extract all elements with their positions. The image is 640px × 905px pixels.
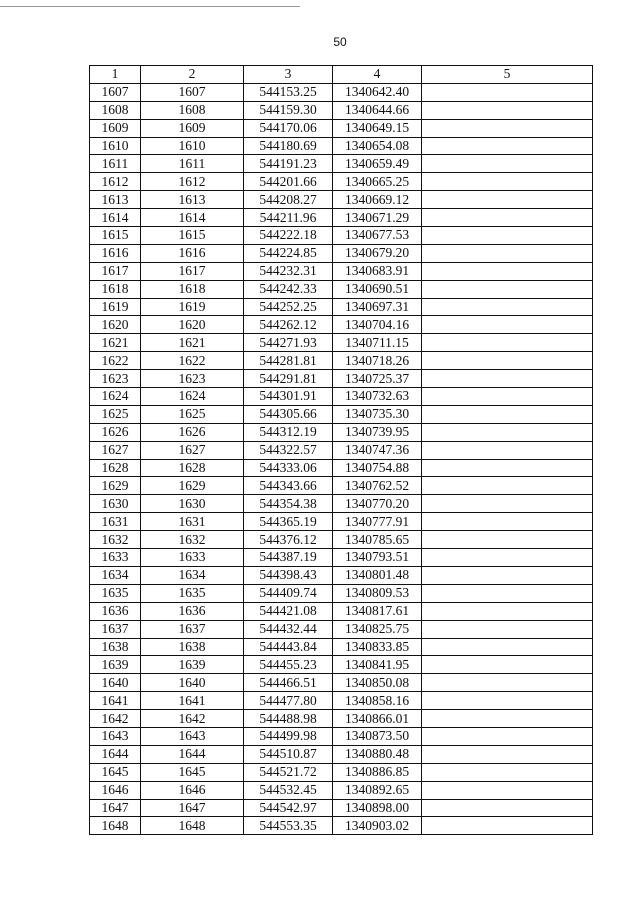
table-cell (422, 549, 593, 567)
table-cell (422, 101, 593, 119)
table-cell: 1614 (90, 209, 141, 227)
table-cell: 1609 (90, 119, 141, 137)
table-cell: 544281.81 (244, 352, 333, 370)
table-cell: 544421.08 (244, 602, 333, 620)
table-cell (422, 531, 593, 549)
table-cell (422, 638, 593, 656)
table-cell: 1340735.30 (333, 405, 422, 423)
table-cell: 544208.27 (244, 191, 333, 209)
table-cell: 1619 (141, 298, 244, 316)
table-cell (422, 370, 593, 388)
table-cell: 1636 (141, 602, 244, 620)
table-cell: 1340880.48 (333, 745, 422, 763)
table-cell: 1631 (90, 513, 141, 531)
table-row (90, 459, 593, 477)
table-row (90, 477, 593, 495)
table-cell: 1615 (90, 227, 141, 245)
table-cell: 1619 (90, 298, 141, 316)
table-cell: 1643 (141, 727, 244, 745)
table-cell: 544343.66 (244, 477, 333, 495)
table-cell (422, 477, 593, 495)
table-cell (422, 620, 593, 638)
table-row (90, 763, 593, 781)
table-cell (422, 352, 593, 370)
table-row (90, 209, 593, 227)
table-cell: 1615 (141, 227, 244, 245)
table-cell: 1607 (141, 83, 244, 101)
table-cell (422, 280, 593, 298)
table-cell: 1612 (90, 173, 141, 191)
table-cell: 1628 (90, 459, 141, 477)
column-header: 5 (422, 66, 593, 84)
table-cell: 1647 (141, 799, 244, 817)
table-cell (422, 459, 593, 477)
table-cell (422, 513, 593, 531)
table-cell: 1340886.85 (333, 763, 422, 781)
table-cell: 1617 (90, 262, 141, 280)
table-cell: 1637 (90, 620, 141, 638)
table-cell: 1340739.95 (333, 423, 422, 441)
table-cell: 544409.74 (244, 584, 333, 602)
table-cell (422, 495, 593, 513)
table-cell: 1611 (90, 155, 141, 173)
table-cell: 1645 (141, 763, 244, 781)
table-cell: 544521.72 (244, 763, 333, 781)
table-cell: 1626 (141, 423, 244, 441)
table-cell: 1635 (90, 584, 141, 602)
table-cell: 1616 (90, 244, 141, 262)
table-cell: 1638 (141, 638, 244, 656)
page-number: 50 (333, 35, 347, 49)
table-cell: 544242.33 (244, 280, 333, 298)
table-cell: 544159.30 (244, 101, 333, 119)
table-cell: 544271.93 (244, 334, 333, 352)
table-cell: 1636 (90, 602, 141, 620)
table-cell (422, 155, 593, 173)
table-row (90, 441, 593, 459)
table-cell: 1340866.01 (333, 710, 422, 728)
table-cell: 1628 (141, 459, 244, 477)
table-cell: 1340747.36 (333, 441, 422, 459)
table-row (90, 137, 593, 155)
table-cell: 1340690.51 (333, 280, 422, 298)
table-cell: 544201.66 (244, 173, 333, 191)
table-cell: 544387.19 (244, 549, 333, 567)
table-cell: 544322.57 (244, 441, 333, 459)
table-cell (422, 763, 593, 781)
table-cell: 1340704.16 (333, 316, 422, 334)
table-row (90, 513, 593, 531)
table-cell: 544232.31 (244, 262, 333, 280)
table-cell: 544542.97 (244, 799, 333, 817)
table-cell: 1340833.85 (333, 638, 422, 656)
table-cell: 1340644.66 (333, 101, 422, 119)
table-cell: 544510.87 (244, 745, 333, 763)
table-cell: 1610 (141, 137, 244, 155)
table-row (90, 495, 593, 513)
table-cell: 1620 (141, 316, 244, 334)
table-row (90, 101, 593, 119)
table-row (90, 298, 593, 316)
table-row (90, 799, 593, 817)
table-cell: 1645 (90, 763, 141, 781)
table-row (90, 781, 593, 799)
column-header: 4 (333, 66, 422, 84)
table-cell (422, 262, 593, 280)
table-cell: 1622 (141, 352, 244, 370)
table-cell: 1644 (90, 745, 141, 763)
table-cell: 1646 (90, 781, 141, 799)
table-row (90, 745, 593, 763)
table-row (90, 119, 593, 137)
table-cell: 544191.23 (244, 155, 333, 173)
table-cell: 1610 (90, 137, 141, 155)
table-row (90, 602, 593, 620)
table-cell: 1611 (141, 155, 244, 173)
table-cell: 1621 (90, 334, 141, 352)
table-cell (422, 781, 593, 799)
table-cell: 1640 (141, 674, 244, 692)
column-header: 2 (141, 66, 244, 84)
table-cell: 1340858.16 (333, 692, 422, 710)
table-cell: 1609 (141, 119, 244, 137)
table-row (90, 83, 593, 101)
table-row (90, 423, 593, 441)
table-cell (422, 602, 593, 620)
table-cell (422, 441, 593, 459)
table-cell: 1340677.53 (333, 227, 422, 245)
table-cell: 1340801.48 (333, 566, 422, 584)
table-cell: 1622 (90, 352, 141, 370)
table-row (90, 334, 593, 352)
table-cell (422, 799, 593, 817)
table-cell: 1642 (141, 710, 244, 728)
table-cell: 1340841.95 (333, 656, 422, 674)
table-cell: 544477.80 (244, 692, 333, 710)
table-cell: 1627 (141, 441, 244, 459)
table-cell: 1641 (141, 692, 244, 710)
table-cell: 1634 (141, 566, 244, 584)
table-cell: 1340711.15 (333, 334, 422, 352)
table-row (90, 620, 593, 638)
table-cell (422, 244, 593, 262)
table-cell: 1637 (141, 620, 244, 638)
table-cell (422, 83, 593, 101)
table-cell (422, 584, 593, 602)
table-cell: 544305.66 (244, 405, 333, 423)
table-cell: 1648 (90, 817, 141, 835)
table-row (90, 352, 593, 370)
table-cell: 1340669.12 (333, 191, 422, 209)
table-body (90, 83, 593, 834)
table-cell: 1340654.08 (333, 137, 422, 155)
table-row (90, 370, 593, 388)
table-cell: 544553.35 (244, 817, 333, 835)
table-cell: 1340659.49 (333, 155, 422, 173)
table-row (90, 584, 593, 602)
table-cell: 1607 (90, 83, 141, 101)
table-cell (422, 119, 593, 137)
table-cell: 544153.25 (244, 83, 333, 101)
table-cell: 1340850.08 (333, 674, 422, 692)
table-row (90, 155, 593, 173)
table-cell (422, 137, 593, 155)
table-cell: 1631 (141, 513, 244, 531)
table-row (90, 388, 593, 406)
table-cell: 1340892.65 (333, 781, 422, 799)
table-cell: 544455.23 (244, 656, 333, 674)
table-cell: 1340718.26 (333, 352, 422, 370)
table-cell: 544224.85 (244, 244, 333, 262)
table-cell: 1617 (141, 262, 244, 280)
table-cell: 1613 (90, 191, 141, 209)
table-cell: 1340777.91 (333, 513, 422, 531)
table-row (90, 727, 593, 745)
table-cell: 1638 (90, 638, 141, 656)
table-cell: 1340785.65 (333, 531, 422, 549)
table-cell: 1647 (90, 799, 141, 817)
table-cell: 544222.18 (244, 227, 333, 245)
table-cell: 544354.38 (244, 495, 333, 513)
table-cell: 1633 (90, 549, 141, 567)
table-cell: 544180.69 (244, 137, 333, 155)
table-cell (422, 692, 593, 710)
table-row (90, 656, 593, 674)
table-cell: 1630 (90, 495, 141, 513)
table-cell: 1340732.63 (333, 388, 422, 406)
table-cell: 544499.98 (244, 727, 333, 745)
table-cell: 1340898.00 (333, 799, 422, 817)
table-cell (422, 405, 593, 423)
table-cell: 1624 (141, 388, 244, 406)
table-cell: 1643 (90, 727, 141, 745)
table-cell (422, 566, 593, 584)
table-cell: 1340697.31 (333, 298, 422, 316)
table-row (90, 674, 593, 692)
table-row (90, 262, 593, 280)
table-cell (422, 209, 593, 227)
table-cell: 1612 (141, 173, 244, 191)
table-row (90, 692, 593, 710)
table-cell: 1629 (141, 477, 244, 495)
table-cell: 1340770.20 (333, 495, 422, 513)
table-header-row (90, 66, 593, 84)
table-row (90, 244, 593, 262)
table-cell: 1646 (141, 781, 244, 799)
table-cell: 1620 (90, 316, 141, 334)
table-row (90, 405, 593, 423)
table-cell: 1340649.15 (333, 119, 422, 137)
table-cell: 1627 (90, 441, 141, 459)
table-cell: 1616 (141, 244, 244, 262)
table-cell: 544488.98 (244, 710, 333, 728)
scan-edge-line (0, 6, 300, 7)
table-cell: 544211.96 (244, 209, 333, 227)
table-cell: 1340665.25 (333, 173, 422, 191)
table-cell: 1634 (90, 566, 141, 584)
table-row (90, 817, 593, 835)
table-cell: 1340873.50 (333, 727, 422, 745)
table-row (90, 549, 593, 567)
table-cell: 544312.19 (244, 423, 333, 441)
table-cell: 544170.06 (244, 119, 333, 137)
table-cell: 1340642.40 (333, 83, 422, 101)
table-cell: 544398.43 (244, 566, 333, 584)
table-cell: 544252.25 (244, 298, 333, 316)
table-cell: 1608 (90, 101, 141, 119)
table-cell: 544301.91 (244, 388, 333, 406)
table-cell (422, 191, 593, 209)
table-cell: 1340903.02 (333, 817, 422, 835)
table-cell (422, 316, 593, 334)
table-cell: 1621 (141, 334, 244, 352)
table-cell: 1626 (90, 423, 141, 441)
table-cell: 544376.12 (244, 531, 333, 549)
table-cell (422, 727, 593, 745)
table-cell: 544466.51 (244, 674, 333, 692)
table-row (90, 710, 593, 728)
table-row (90, 191, 593, 209)
table-cell: 1633 (141, 549, 244, 567)
table-cell: 1618 (141, 280, 244, 298)
table-cell (422, 388, 593, 406)
table-row (90, 566, 593, 584)
table-cell: 1340754.88 (333, 459, 422, 477)
table-row (90, 227, 593, 245)
table-cell: 1340679.20 (333, 244, 422, 262)
table-cell: 1639 (90, 656, 141, 674)
table-cell: 1340671.29 (333, 209, 422, 227)
table-cell (422, 298, 593, 316)
table-cell: 1639 (141, 656, 244, 674)
table-cell: 1644 (141, 745, 244, 763)
table-cell: 1340762.52 (333, 477, 422, 495)
table-cell: 544443.84 (244, 638, 333, 656)
table-cell: 1340809.53 (333, 584, 422, 602)
table-cell: 544333.06 (244, 459, 333, 477)
table-cell (422, 710, 593, 728)
table-cell: 1641 (90, 692, 141, 710)
table-cell: 1632 (141, 531, 244, 549)
coordinates-table (89, 65, 593, 835)
table-cell: 1640 (90, 674, 141, 692)
table-cell: 544291.81 (244, 370, 333, 388)
table-cell: 544262.12 (244, 316, 333, 334)
table-cell: 1340725.37 (333, 370, 422, 388)
column-header: 1 (90, 66, 141, 84)
table-cell (422, 817, 593, 835)
table-cell (422, 656, 593, 674)
column-header: 3 (244, 66, 333, 84)
table-cell: 1648 (141, 817, 244, 835)
table-cell: 1340683.91 (333, 262, 422, 280)
table-cell: 1623 (141, 370, 244, 388)
table-cell: 1642 (90, 710, 141, 728)
table-cell: 1635 (141, 584, 244, 602)
table-row (90, 173, 593, 191)
table-cell: 1625 (141, 405, 244, 423)
table-cell: 1340793.51 (333, 549, 422, 567)
table-cell (422, 745, 593, 763)
table-cell: 544432.44 (244, 620, 333, 638)
table-cell: 1608 (141, 101, 244, 119)
table-cell: 1623 (90, 370, 141, 388)
table-cell (422, 423, 593, 441)
table-cell (422, 173, 593, 191)
table-cell: 544532.45 (244, 781, 333, 799)
table-cell: 1630 (141, 495, 244, 513)
table-row (90, 531, 593, 549)
table-cell: 544365.19 (244, 513, 333, 531)
table-row (90, 638, 593, 656)
table-cell: 1629 (90, 477, 141, 495)
table-cell: 1613 (141, 191, 244, 209)
table-cell: 1632 (90, 531, 141, 549)
table-cell: 1618 (90, 280, 141, 298)
table-cell: 1614 (141, 209, 244, 227)
table-cell: 1340825.75 (333, 620, 422, 638)
table-cell: 1340817.61 (333, 602, 422, 620)
table-cell (422, 227, 593, 245)
table-cell: 1625 (90, 405, 141, 423)
table-row (90, 280, 593, 298)
table-cell (422, 674, 593, 692)
table-cell: 1624 (90, 388, 141, 406)
table-row (90, 316, 593, 334)
table-cell (422, 334, 593, 352)
